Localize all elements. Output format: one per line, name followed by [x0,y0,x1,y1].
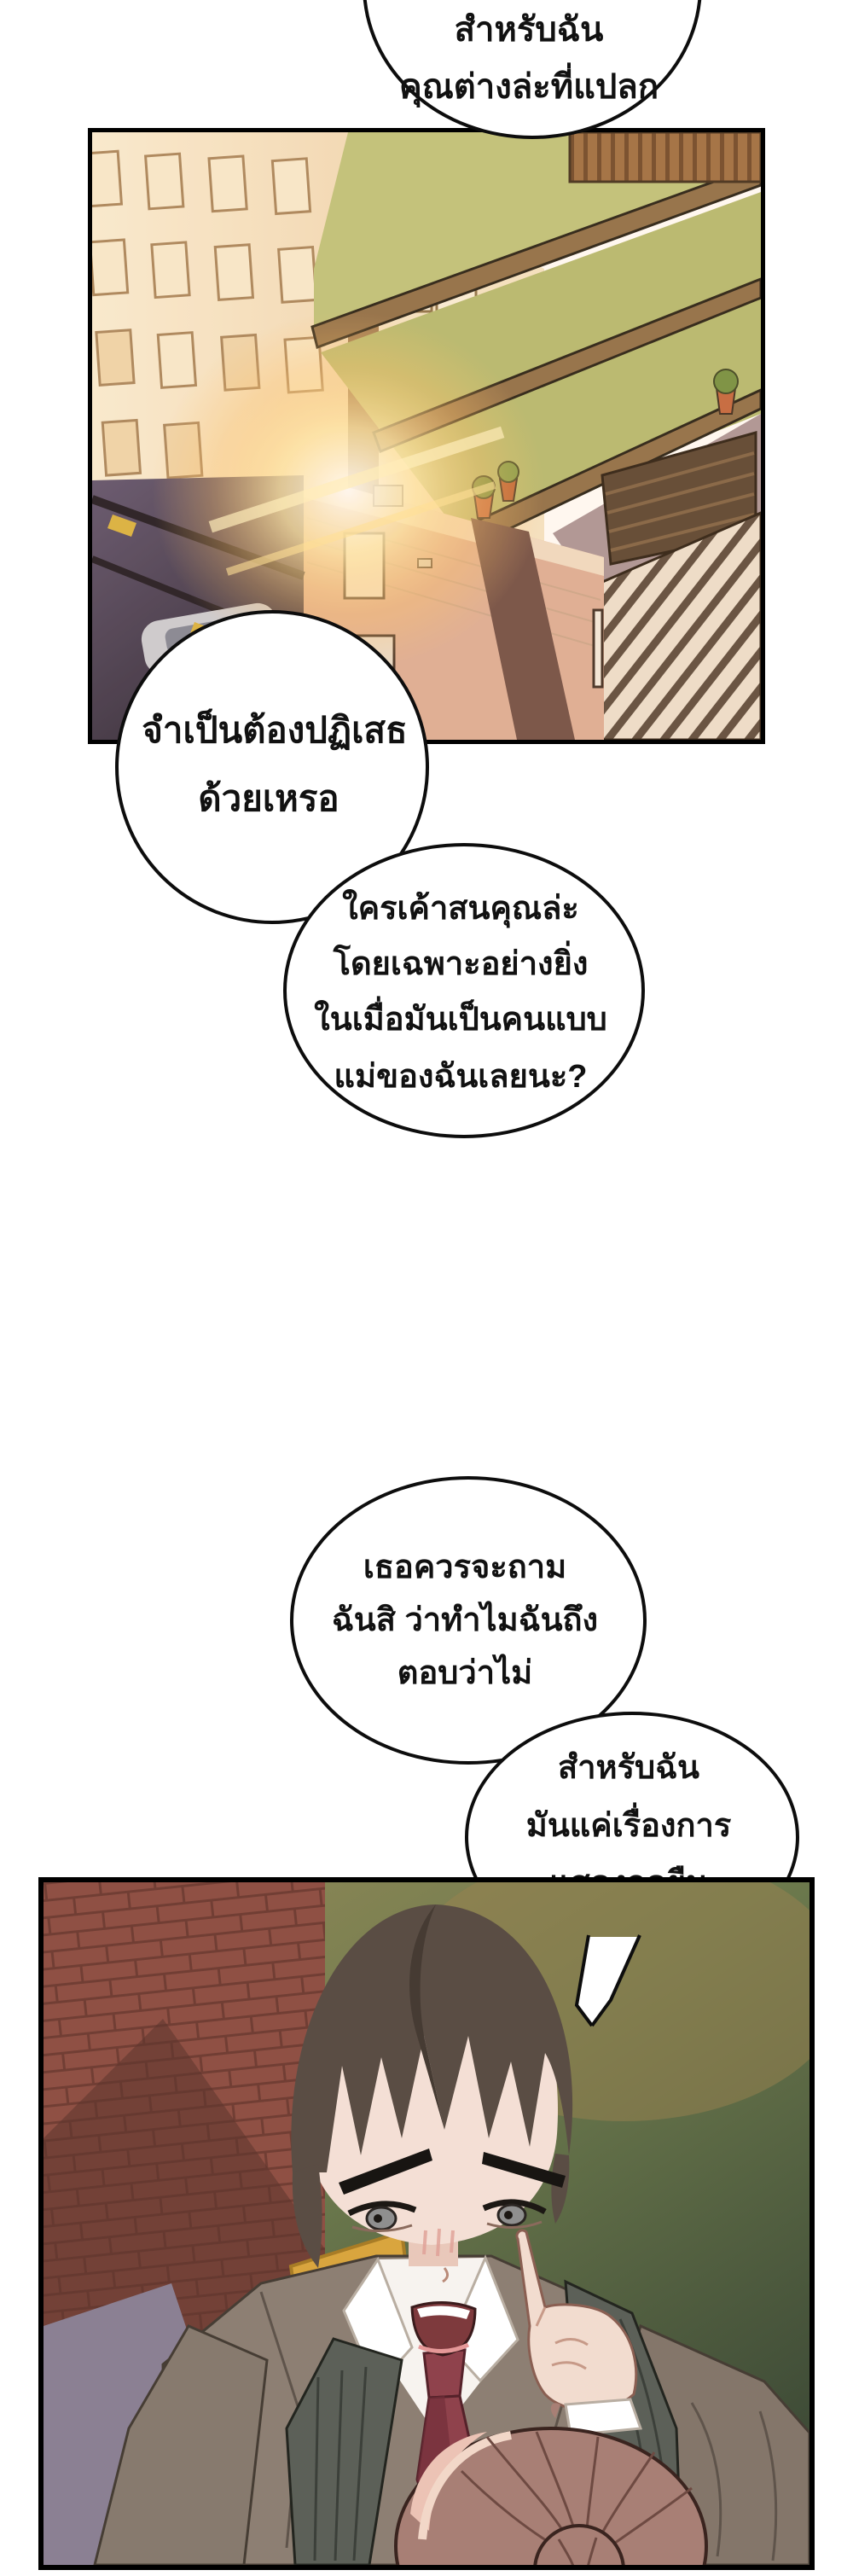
mouth [412,2302,475,2355]
bubble-stance-tail [554,1920,657,2039]
speech-line: แม่ของฉันเลยนะ? [334,1059,588,1095]
pointing-man-panel [38,1877,815,2570]
speech-line: จำเป็นต้องปฏิเสธ [142,710,408,750]
speech-line: ด้วยเหรอ [198,778,339,818]
speech-line: มันแค่เรื่องการ [525,1808,732,1844]
speech-line: ในเมื่อมันเป็นคนแบบ [314,1002,607,1038]
speech-line: คุณต่างล่ะที่แปลก [398,68,659,106]
speech-line: ตอบว่าไม่ [397,1655,533,1691]
pointing-man-scene [44,1882,809,2565]
speech-line: ฉันสิ ว่าทำไมฉันถึง [331,1602,599,1638]
speech-line: สำหรับฉัน [558,1750,699,1786]
speech-line: โดยเฉพาะอย่างยิ่ง [333,946,589,982]
speech-line: ใครเค้าสนคุณล่ะ [342,891,579,927]
speech-line: สำหรับฉัน [454,11,604,49]
speech-line: เธอควรจะถาม [363,1550,567,1585]
